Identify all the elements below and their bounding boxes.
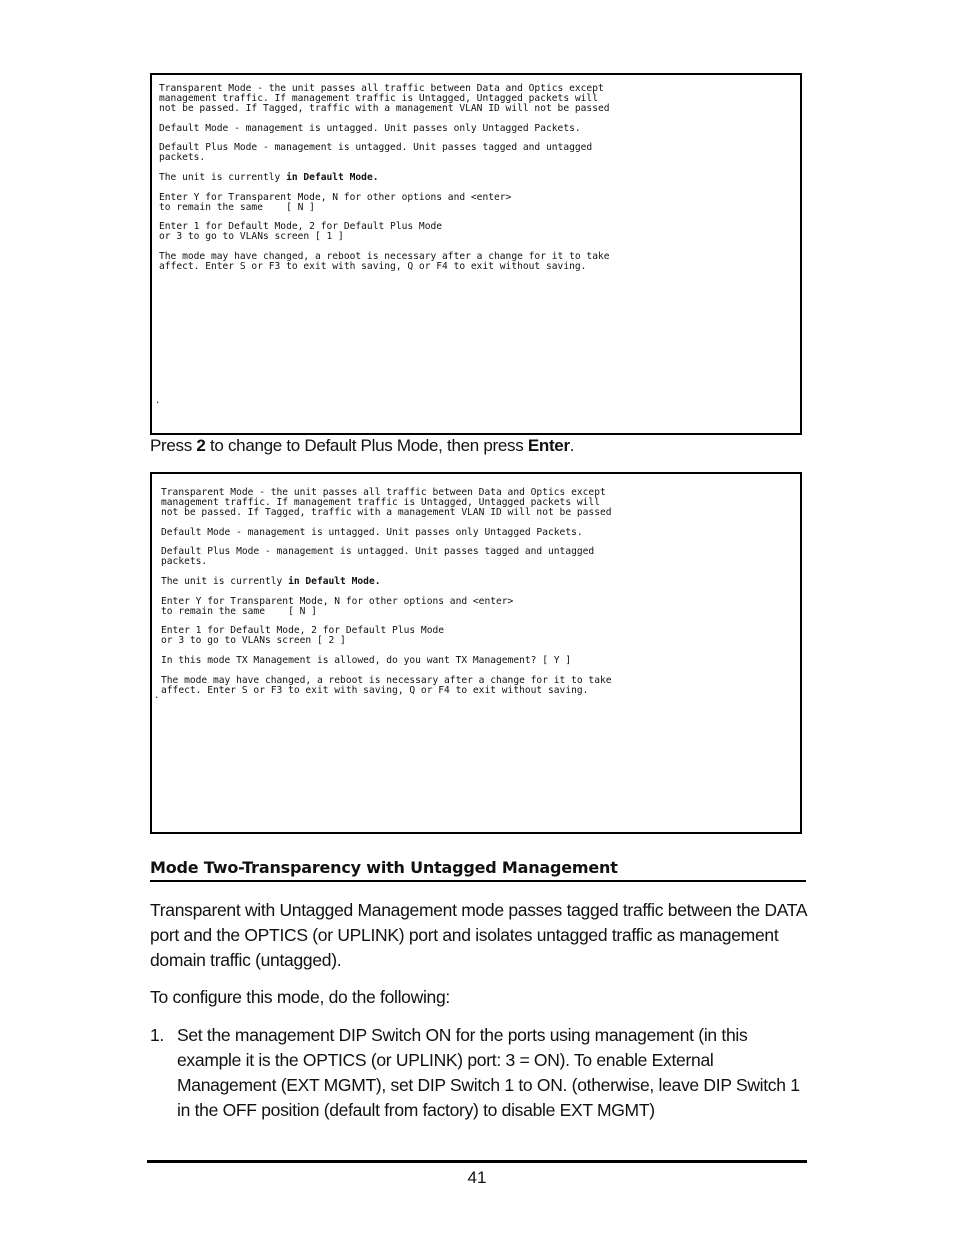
list-item-number: 1. xyxy=(150,1025,164,1045)
section-heading: Mode Two-Transparency with Untagged Management xyxy=(150,858,806,882)
terminal-line: Enter 1 for Default Mode, 2 for Default Plus Mode xyxy=(161,625,445,637)
instruction-caption: Press 2 to change to Default Plus Mode, then press Enter. xyxy=(150,436,575,455)
section-paragraph: To configure this mode, do the following: xyxy=(150,987,450,1007)
terminal-screenshot-2 xyxy=(150,472,802,834)
terminal-line: or 3 to go to VLANs screen [ 1 ] xyxy=(159,231,344,243)
terminal-line: to remain the same [ N ] xyxy=(159,201,315,213)
terminal-line: affect. Enter S or F3 to exit with saving, Q or F4 to exit without saving. xyxy=(161,684,589,696)
list-item-text: Set the management DIP Switch ON for the ports using management (in this example it is the OPTICS (or UPLINK) port: 3 = ON). To enable External Management (EXT MGMT), set DIP Switch 1 to ON. (otherwise, leave DIP Switch 1 in the OFF position (default from factory) to disable EXT MGMT) xyxy=(177,1025,800,1120)
terminal-line: not be passed. If Tagged, traffic with a management VLAN ID will not be passed xyxy=(161,506,612,518)
key-enter: Enter xyxy=(527,436,570,455)
terminal-line: Enter Y for Transparent Mode, N for other options and <enter> xyxy=(161,595,514,607)
terminal-cursor: . xyxy=(154,691,160,701)
current-mode-value: in Default Mode. xyxy=(288,576,381,588)
terminal-line: packets. xyxy=(161,556,208,568)
key-2: 2 xyxy=(196,436,206,455)
page-number: 41 xyxy=(467,1168,487,1187)
section-paragraph: Transparent with Untagged Management mode passes tagged traffic between the DATA port and the OPTICS (or UPLINK) port and isolates untagged traffic as management domain traffic (untagged). xyxy=(150,900,807,970)
terminal-line: Default Plus Mode - management is untagged. Unit passes tagged and untagged xyxy=(161,546,595,558)
terminal-line: to remain the same [ N ] xyxy=(161,605,317,617)
terminal-line: Enter 1 for Default Mode, 2 for Default Plus Mode xyxy=(159,221,443,233)
terminal-line: The mode may have changed, a reboot is necessary after a change for it to take xyxy=(159,251,610,263)
terminal-line: Transparent Mode - the unit passes all traffic between Data and Optics except xyxy=(161,487,606,498)
terminal-line: In this mode TX Management is allowed, do you want TX Management? [ Y ] xyxy=(161,655,572,667)
terminal-line: not be passed. If Tagged, traffic with a management VLAN ID will not be passed xyxy=(159,102,610,114)
terminal-cursor: . xyxy=(155,396,161,406)
footer-divider xyxy=(147,1160,807,1163)
terminal-line: Default Mode - management is untagged. Unit passes only Untagged Packets. xyxy=(159,122,581,134)
terminal-screenshot-1 xyxy=(150,73,802,435)
terminal-line: Enter Y for Transparent Mode, N for other options and <enter> xyxy=(159,191,512,203)
terminal-line: packets. xyxy=(159,152,206,164)
terminal-line: management traffic. If management traffic is Untagged, Untagged packets will xyxy=(161,496,600,508)
terminal-line: management traffic. If management traffic is Untagged, Untagged packets will xyxy=(159,92,598,104)
terminal-line: Default Plus Mode - management is untagged. Unit passes tagged and untagged xyxy=(159,142,593,154)
terminal-line: or 3 to go to VLANs screen [ 2 ] xyxy=(161,635,346,647)
current-mode-value: in Default Mode. xyxy=(286,172,379,184)
terminal-line-current-mode: The unit is currently in Default Mode. xyxy=(161,576,381,588)
terminal-line-current-mode: The unit is currently in Default Mode. xyxy=(159,172,379,184)
terminal-line: Transparent Mode - the unit passes all traffic between Data and Optics except xyxy=(159,83,604,94)
list-item xyxy=(150,1023,810,1123)
terminal-line: Default Mode - management is untagged. Unit passes only Untagged Packets. xyxy=(161,526,583,538)
terminal-line: The mode may have changed, a reboot is necessary after a change for it to take xyxy=(161,674,612,686)
terminal-line: affect. Enter S or F3 to exit with saving, Q or F4 to exit without saving. xyxy=(159,261,587,273)
